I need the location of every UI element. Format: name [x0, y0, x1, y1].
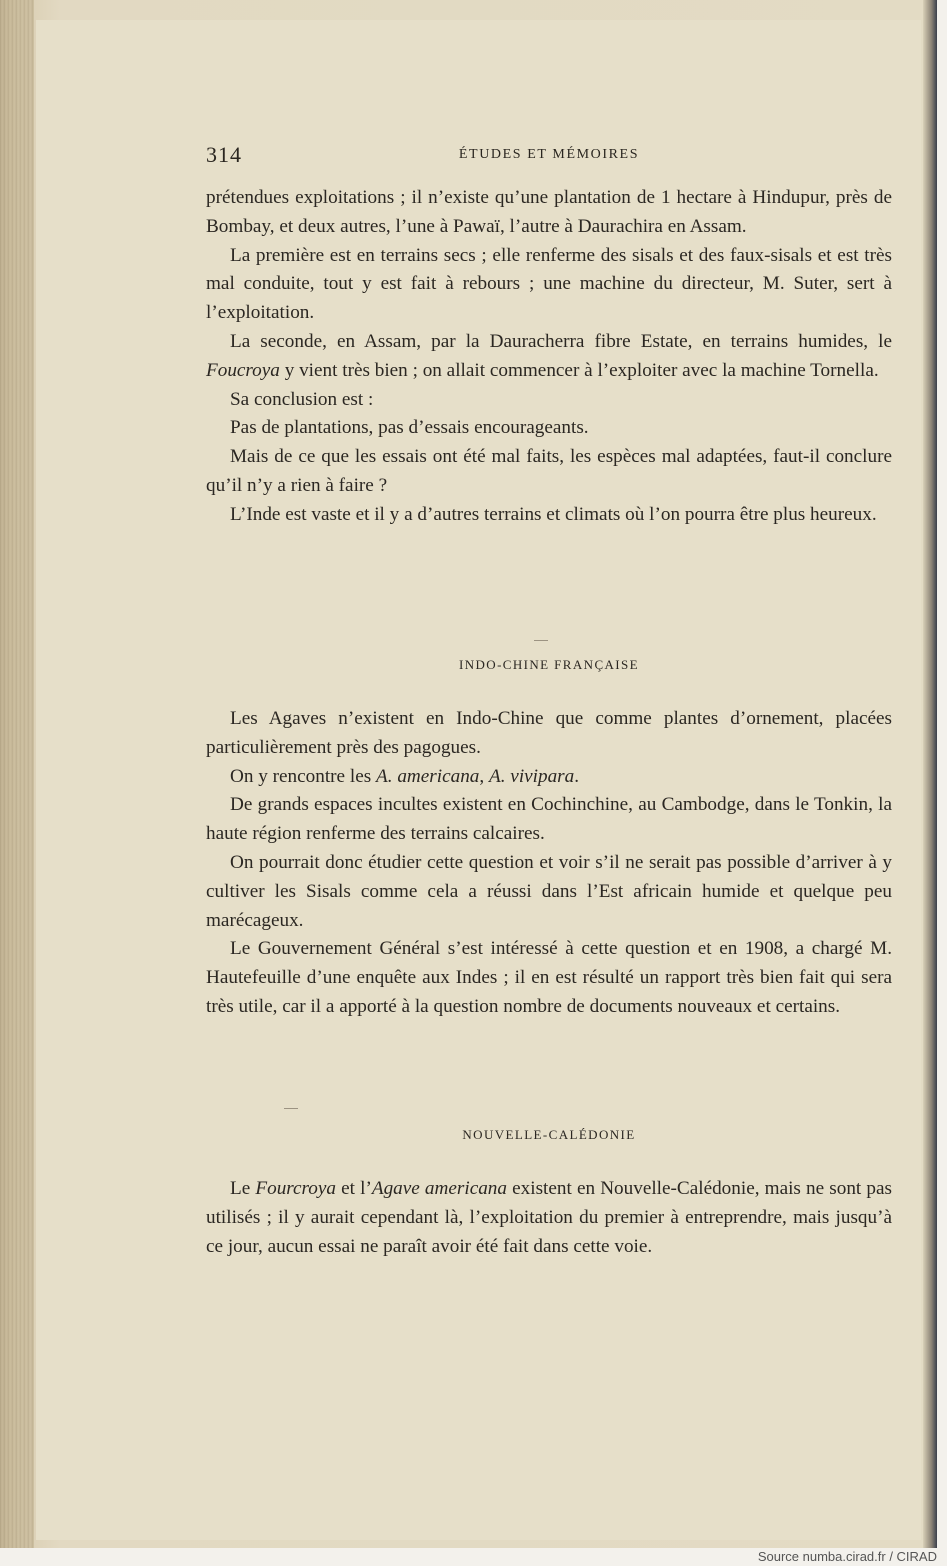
paragraph: Les Agaves n’existent en Indo-Chine que comme plantes d’ornement, placées particulièrement près des pagogues.: [206, 708, 892, 758]
italic-species-name: Agave americana: [371, 1178, 507, 1199]
text-run: .: [574, 765, 580, 787]
paragraph: Sa conclusion est :: [230, 388, 374, 410]
section-heading: INDO-CHINE FRANÇAISE: [458, 657, 640, 672]
page-number: 314: [206, 142, 242, 167]
italic-species-name: A. americana: [376, 765, 480, 787]
paragraph: [206, 1175, 892, 1261]
paragraph: Pas de plantations, pas d’essais encourageants.: [230, 417, 589, 439]
source-credit: Source numba.cirad.fr / CIRAD: [757, 1549, 937, 1564]
paragraph: Mais de ce que les essais ont été mal faits, les espèces mal adaptées, faut-il conclure qu’il n’y a rien à faire ?: [206, 446, 892, 496]
text-run: et l’: [336, 1178, 372, 1199]
section-inde-text: [206, 184, 892, 530]
paragraph: De grands espaces incultes existent en Cochinchine, au Cambodge, dans le Tonkin, la haute région renferme des terrains calcaires.: [206, 794, 892, 845]
paragraph: prétendues exploitations ; il n’existe qu’une plantation de 1 hectare à Hindupur, près de Bombay, et deux autres, l’une à Pawaï, l’autre à Daurachira en Assam.: [206, 187, 892, 237]
book-binding-edge: [923, 0, 937, 1548]
paragraph: La première est en terrains secs ; elle renferme des sisals et des faux-sisals et est très mal conduite, tout y est fait à rebours ; une machine du directeur, M. Suter, sert à l’exploitation.: [206, 244, 892, 324]
paragraph: [206, 763, 892, 792]
paragraph: [206, 328, 892, 386]
italic-species-name: A. vivipara: [488, 765, 575, 787]
paragraph: On pourrait donc étudier cette question et voir s’il ne serait pas possible d’arriver à y cultiver les Sisals comme cela a réussi dans l’Est africain humide et quelque peu marécageux.: [206, 851, 892, 931]
text-run: Le: [230, 1178, 256, 1199]
paragraph: L’Inde est vaste et il y a d’autres terrains et climats où l’on pourra être plus heureux.: [230, 503, 877, 525]
italic-species-name: Foucroya: [206, 359, 280, 381]
page-stack-edge: [0, 0, 34, 1548]
text-run: La seconde, en Assam, par la Dauracherra fibre Estate, en terrains humides, le: [230, 330, 892, 352]
section-caledonie-text: [206, 1175, 892, 1261]
section-indochine-text: [206, 705, 892, 1022]
italic-species-name: Fourcroya: [255, 1178, 337, 1199]
separator-dash: [534, 640, 548, 641]
text-run: ,: [479, 765, 489, 787]
text-run: y vient très bien ; on allait commencer à l’exploiter avec la machine Tornella.: [279, 359, 879, 381]
page-header: [206, 142, 892, 168]
text-run: existent en Nouvelle-Calédonie, mais ne sont pas utilisés ; il y aurait cependant là, l’exploitation du premier à entreprendre, mais jusqu’à ce jour, aucun essai ne paraît avoir été fait dans cette voie.: [206, 1178, 892, 1257]
separator-dash: [284, 1108, 298, 1109]
text-run: On y rencontre les: [230, 765, 376, 787]
paragraph: Le Gouvernement Général s’est intéressé à cette question et en 1908, a chargé M. Hautefeuille d’une enquête aux Indes ; il en est résulté un rapport très bien fait qui sera très utile, car il a apporté à la question nombre de documents nouveaux et certains.: [206, 938, 892, 1017]
running-title: ÉTUDES ET MÉMOIRES: [458, 147, 640, 162]
section-heading: NOUVELLE-CALÉDONIE: [462, 1127, 636, 1142]
